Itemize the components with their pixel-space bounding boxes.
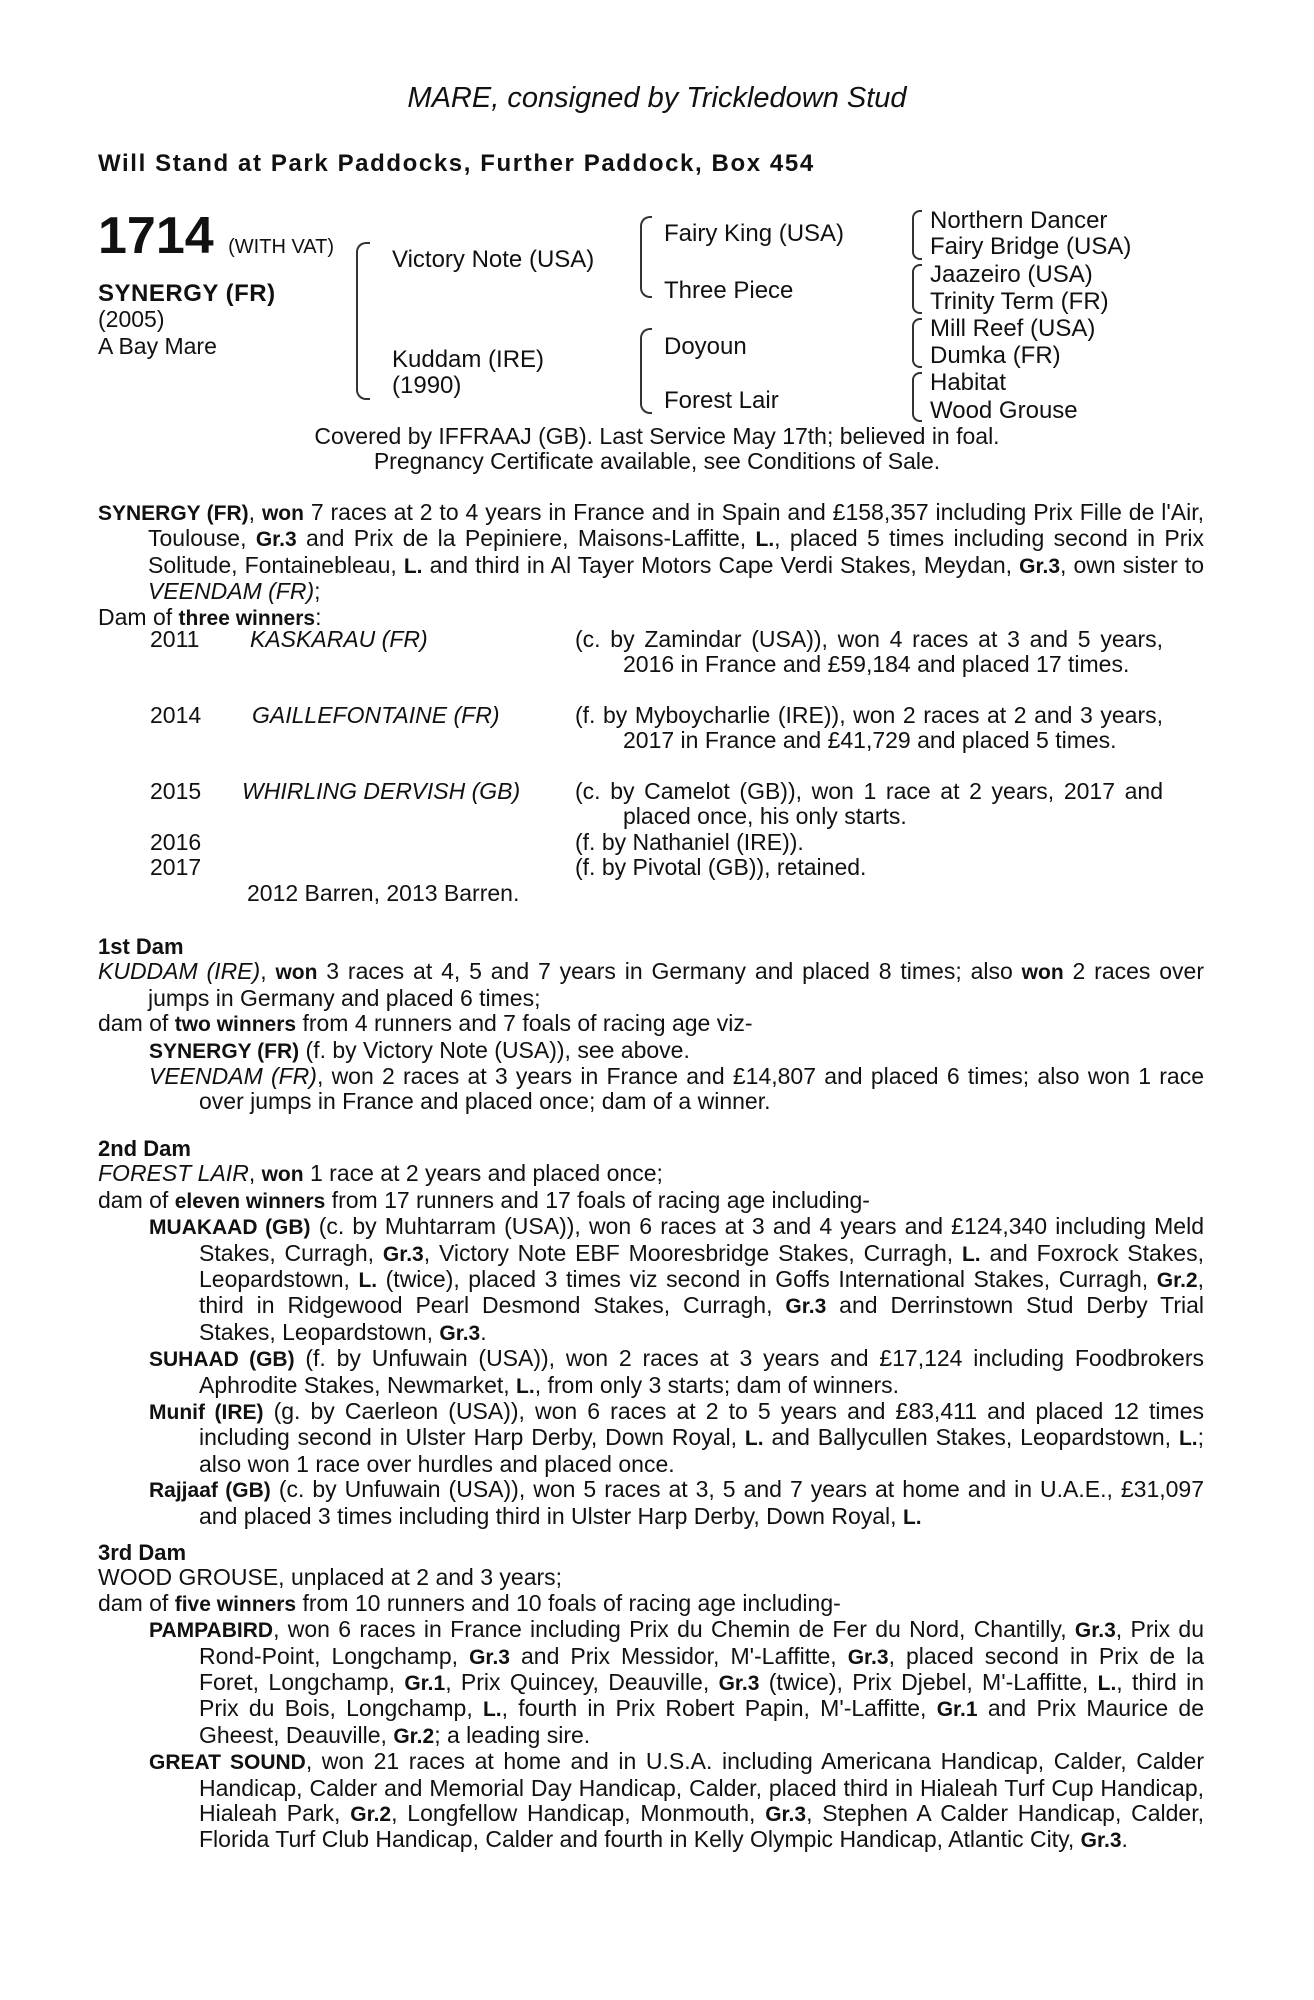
pedigree-bracket-1 [356,242,370,400]
runner-text: (f. by Victory Note (USA)), see above. [299,1036,690,1063]
runner-entry [98,1214,1204,1346]
pedigree-dam-dam: Forest Lair [664,387,779,414]
pedigree-dam-year: (1990) [392,372,462,399]
summary-text: , own sister to [1060,551,1204,578]
covered-line-2: Pregnancy Certificate available, see Conditions of Sale. [373,448,941,474]
listed-label: L. [961,1242,981,1266]
runner-text: (g. by Caerleon (USA)), won 6 races at 2 to 5 years and £83,411 and placed 12 times including second in Ulster Harp Derby, Down Royal, [199,1398,1204,1451]
dam-text: from 4 runners and 7 foals of racing age viz- [296,1010,753,1037]
listed-label: L. [358,1269,378,1293]
runner-text: ; also won 1 race over hurdles and placed once. [199,1424,1205,1477]
runner-text: and Prix Messidor, M'-Laffitte, [509,1642,848,1669]
grade-label: Gr.2 [393,1724,435,1748]
runner-name: PAMPABIRD [149,1619,274,1643]
pedigree-g4: Trinity Term (FR) [930,288,1109,315]
pedigree-sire-sire: Fairy King (USA) [664,220,845,247]
runner-text: , from only 3 starts; dam of winners. [534,1371,899,1398]
pedigree-bracket-5 [912,264,922,314]
vat-note: (WITH VAT) [228,236,335,258]
produce-year: 2011 [150,626,200,652]
winners-count: eleven winners [174,1189,326,1213]
runner-text: , fourth in Prix Robert Papin, M'-Laffitte, [501,1695,937,1722]
runner-name: GREAT SOUND [149,1751,306,1775]
runner-text: , placed second in Prix de la Foret, Longchamp, [199,1642,1205,1696]
produce-year: 2016 [150,829,202,855]
first-dam-section [98,934,1204,1115]
second-dam-section [98,1136,1204,1530]
grade-label: Gr.3 [765,1803,807,1827]
runner-name: SUHAAD (GB) [149,1348,295,1372]
produce-description: (f. by Nathaniel (IRE)). [575,829,804,855]
dam-text: 3 races at 4, 5 and 7 years in Germany and placed 8 times; also [317,958,1022,985]
produce-year: 2014 [150,702,202,728]
third-dam-heading: 3rd Dam [98,1540,187,1565]
grade-label: Gr.3 [1080,1829,1122,1853]
summary-won: won [261,502,304,525]
pedigree-g3: Jaazeiro (USA) [930,261,1093,288]
runner-text: and Foxrock Stakes, Leopardstown, [199,1239,1204,1293]
produce-name: WHIRLING DERVISH (GB) [242,778,521,804]
horse-name: SYNERGY (FR) [98,280,276,307]
runner-entry [98,1749,1204,1854]
barren-years: 2012 Barren, 2013 Barren. [247,880,520,906]
runner-text: , won 21 races at home and in U.S.A. including Americana Handicap, Calder, Calder Handicap, Calder and Memorial Day Handicap, Calder, placed third in Hialeah Turf Cup Handicap, Hialeah Park, [199,1748,1204,1827]
produce-name: KASKARAU (FR) [250,626,428,652]
grade-label: Gr.1 [936,1698,978,1722]
horse-year: (2005) [98,306,165,332]
third-dam-produce-line [98,1591,1204,1617]
runner-entry [98,1477,1204,1530]
first-dam-name: KUDDAM (IRE) [98,958,261,985]
dam-of-text: dam of [98,1589,175,1616]
pedigree-dam: Kuddam (IRE) [392,346,545,373]
runner-text: . [1121,1826,1128,1853]
listed-label: L. [403,554,423,578]
produce-description: (c. by Camelot (GB)), won 1 race at 2 years, 2017 and placed once, his only starts. [575,778,1163,830]
runner-text: , third in Prix du Bois, Longchamp, [199,1669,1204,1722]
dam-of-text: Dam of [98,603,179,630]
runner-entry [98,1038,1204,1064]
dam-text: from 10 runners and 10 foals of racing age including- [296,1589,841,1616]
second-dam-heading: 2nd Dam [98,1136,191,1161]
pedigree-bracket-7 [912,372,922,422]
lot-number-block [98,207,335,273]
grade-label: Gr.3 [1074,1619,1116,1643]
listed-label: L. [516,1374,535,1398]
summary-section [98,500,1204,631]
summary-text: and Prix de la Pepiniere, Maisons-Laffitte, [296,525,756,552]
runner-text: (c. by Unfuwain (USA)), won 5 races at 3, 5 and 7 years at home and in U.A.E., £31,097 and placed 3 times including third in Ulster Harp Derby, Down Royal, [199,1476,1205,1529]
runner-text: ; a leading sire. [434,1721,591,1748]
second-dam-record: FOREST LAIR, won 1 race at 2 years and placed once; [98,1160,663,1187]
runner-text: (twice), placed 3 times viz second in Goffs International Stakes, Curragh, [377,1266,1157,1293]
dam-of-text: dam of [98,1010,175,1037]
lot-number: 1714 [98,207,214,265]
summary-text: , placed 5 times including second in Prix Solitude, Fontainebleau, [148,525,1204,578]
runner-entry [98,1064,1204,1115]
grade-label: Gr.3 [847,1645,889,1669]
winners-count: two winners [174,1013,297,1037]
runner-entry [98,1399,1204,1477]
listed-label: L. [902,1505,922,1529]
pedigree-bracket-3 [640,328,652,414]
covered-line-1: Covered by IFFRAAJ (GB). Last Service May 17th; believed in foal. [314,423,1000,449]
runner-text: , Longfellow Handicap, Monmouth, [391,1800,766,1827]
listed-label: L. [482,1698,502,1722]
runner-name: SYNERGY (FR) [149,1039,300,1063]
winners-count: five winners [174,1592,297,1616]
runner-text: , won 6 races in France including Prix du Chemin de Fer du Nord, Chantilly, [273,1616,1075,1643]
runner-name: Rajjaaf (GB) [149,1479,271,1503]
grade-label: Gr.2 [350,1803,392,1827]
pedigree-g2: Fairy Bridge (USA) [930,233,1132,260]
listed-label: L. [1097,1672,1117,1696]
listed-label: L. [1178,1427,1198,1451]
winners-count: three winners [178,606,316,630]
consignor-title: MARE, consigned by Trickledown Stud [407,82,907,114]
runner-text: , won 2 races at 3 years in France and £14,807 and placed 6 times; also won 1 race over jumps in France and placed once; dam of a winner. [199,1063,1204,1115]
runner-name: VEENDAM (FR) [149,1063,317,1090]
grade-label: Gr.3 [1019,554,1061,578]
runner-text: and Ballycullen Stakes, Leopardstown, [763,1424,1179,1451]
runner-entry [98,1346,1204,1399]
second-dam-name: FOREST LAIR [98,1160,249,1187]
first-dam-heading: 1st Dam [98,934,184,959]
listed-label: L. [744,1427,764,1451]
runner-text: , Prix Quincey, Deauville, [445,1669,719,1696]
listed-label: L. [755,528,775,552]
grade-label: Gr.3 [439,1321,481,1345]
won-label: won [261,1163,304,1187]
runner-entry [98,1617,1204,1749]
pedigree-g5: Mill Reef (USA) [930,315,1096,342]
runner-text: . [480,1318,487,1345]
runner-text: and Prix Maurice de Gheest, Deauville, [199,1695,1204,1748]
grade-label: Gr.3 [718,1672,760,1696]
grade-label: Gr.1 [404,1672,446,1696]
grade-label: Gr.2 [1156,1269,1198,1293]
runner-text: , Victory Note EBF Mooresbridge Stakes, Curragh, [423,1239,962,1266]
runner-text: , Prix du Rond-Point, Longchamp, [199,1616,1204,1669]
grade-label: Gr.3 [255,528,297,552]
colon: : [315,603,322,630]
pedigree-g1: Northern Dancer [930,207,1108,234]
sister-name: VEENDAM (FR) [148,578,315,605]
dam-text: from 17 runners and 17 foals of racing age including- [325,1186,870,1213]
runner-text: and Derrinstown Stud Derby Trial Stakes, Leopardstown, [199,1292,1204,1345]
grade-label: Gr.3 [785,1295,827,1319]
runner-name: Munif (IRE) [149,1401,264,1425]
pedigree-dam-sire: Doyoun [664,333,747,360]
grade-label: Gr.3 [469,1645,510,1669]
pedigree-bracket-2 [640,216,652,298]
summary-text: ; [314,578,321,605]
pedigree-g7: Habitat [930,369,1007,396]
dam-of-text: dam of [98,1186,175,1213]
pedigree-sire: Victory Note (USA) [392,246,595,273]
runner-text: (c. by Muhtarram (USA)), won 6 races at 3 and 4 years and £124,340 including Meld Stakes, Curragh, [199,1213,1204,1266]
produce-table [150,626,1163,907]
summary-text: 7 races at 2 to 4 years in France and in Spain and £158,357 including Prix Fille de l'Air, Toulouse, [148,499,1204,552]
runner-name: MUAKAAD (GB) [149,1216,311,1240]
third-dam-section [98,1540,1204,1854]
first-dam-produce-line [98,1011,1204,1037]
pedigree-bracket-4 [912,210,922,260]
produce-name: GAILLEFONTAINE (FR) [252,702,500,728]
runner-text: (f. by Unfuwain (USA)), won 2 races at 3 years and £17,124 including Foodbrokers Aphrodite Stakes, Newmarket, [199,1345,1204,1398]
summary-horse-name: SYNERGY (FR) [98,502,249,525]
runner-text: , Stephen A Calder Handicap, Calder, Florida Turf Club Handicap, Calder and fourth in Kelly Olympic Handicap, Atlantic City, [199,1800,1205,1853]
third-dam-record: WOOD GROUSE, unplaced at 2 and 3 years; [98,1564,563,1591]
horse-description: A Bay Mare [98,333,217,359]
pedigree-g8: Wood Grouse [930,397,1078,424]
produce-description: (c. by Zamindar (USA)), won 4 races at 3 and 5 years, 2016 in France and £59,184 and placed 17 times. [575,626,1163,678]
grade-label: Gr.3 [382,1242,424,1266]
produce-description: (f. by Myboycharlie (IRE)), won 2 races at 2 and 3 years, 2017 in France and £41,729 and placed 5 times. [575,702,1163,754]
summary-text: and third in Al Tayer Motors Cape Verdi Stakes, Meydan, [422,551,1020,578]
produce-year: 2017 [150,854,202,880]
stand-location: Will Stand at Park Paddocks, Further Paddock, Box 454 [98,150,815,177]
runner-text: , third in Ridgewood Pearl Desmond Stakes, Curragh, [199,1266,1205,1319]
produce-year: 2015 [150,778,202,804]
dam-text: 2 races over jumps in Germany and placed 6 times; [148,958,1204,1011]
pedigree-g6: Dumka (FR) [930,342,1061,369]
produce-description: (f. by Pivotal (GB)), retained. [575,854,867,880]
first-dam-record: KUDDAM (IRE), won 3 races at 4, 5 and 7 years in Germany and placed 8 times; also won 2 races over jumps in Germany and placed 6 times; [98,958,1204,1011]
runner-text: (twice), Prix Djebel, M'-Laffitte, [759,1669,1098,1696]
won-label: won [275,961,318,985]
dam-text: 1 race at 2 years and placed once; [303,1160,663,1187]
summary-paragraph: SYNERGY (FR), won 7 races at 2 to 4 years in France and in Spain and £158,357 including Prix Fille de l'Air, Toulouse, Gr.3 and Prix de la Pepiniere, Maisons-Laffitte, L., placed 5 times including second in Prix Solitude, Fontainebleau, L. and third in Al Tayer Motors Cape Verdi Stakes, Meydan, Gr.3, own sister to VEENDAM (FR); [98,499,1204,605]
pedigree-bracket-6 [912,318,922,368]
won-label: won [1021,961,1064,985]
second-dam-produce-line [98,1188,1204,1214]
pedigree-sire-dam: Three Piece [664,277,794,304]
